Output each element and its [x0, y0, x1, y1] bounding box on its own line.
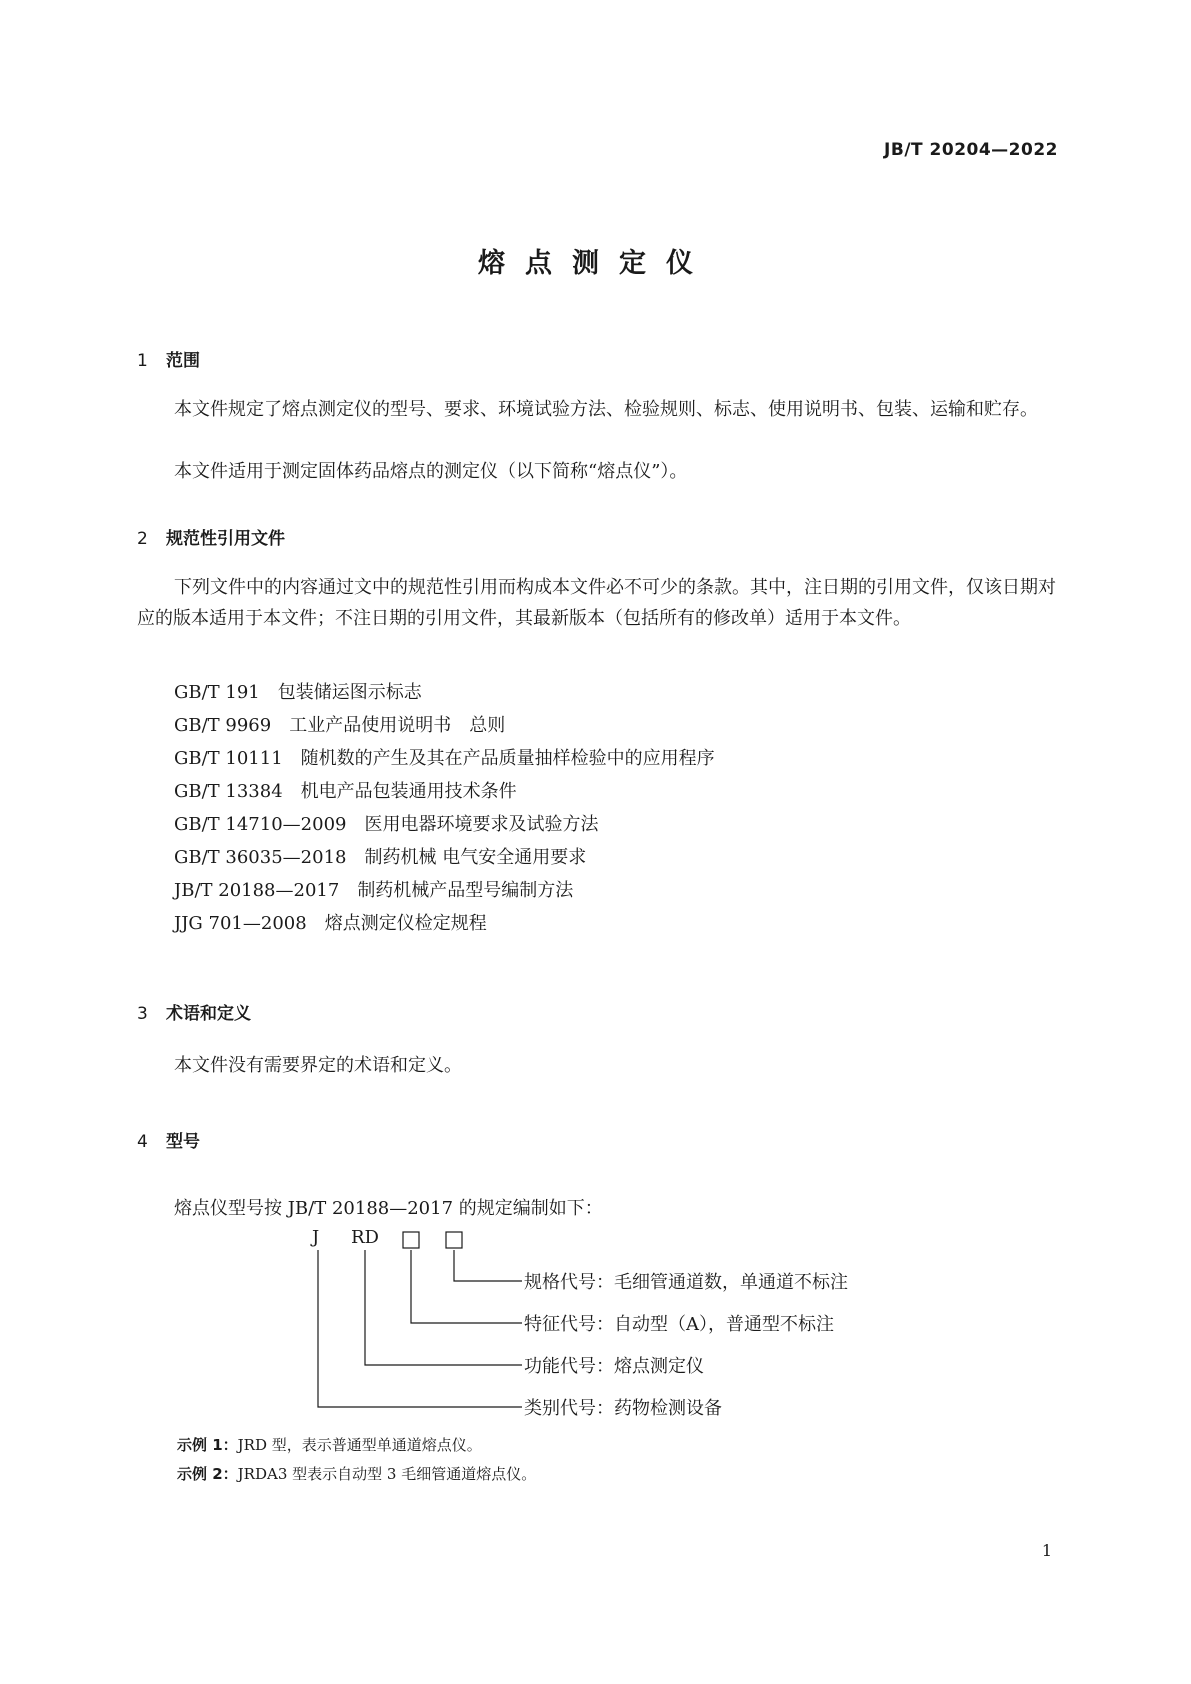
- reference-code: JJG 701—2008: [174, 913, 307, 934]
- section-2-paragraph-1: 下列文件中的内容通过文中的规范性引用而构成本文件必不可少的条款。其中，注日期的引用文件，仅该日期对应的版本适用于本文件；不注日期的引用文件，其最新版本（包括所有的修改单）适用于本文件。: [137, 577, 1056, 629]
- section-1-heading: [137, 346, 200, 371]
- reference-code: JB/T 20188—2017: [174, 880, 340, 901]
- reference-name: 医用电器环境要求及试验方法: [364, 814, 599, 835]
- reference-item: [174, 808, 715, 841]
- reference-code: GB/T 10111: [174, 748, 283, 769]
- model-code-diagram: [312, 1225, 952, 1425]
- document-title: 熔点测定仪: [478, 248, 713, 279]
- section-2-number: 2: [137, 529, 148, 549]
- example-2-label: 示例 2：: [177, 1465, 238, 1483]
- code-letters-rd: RD: [351, 1227, 379, 1248]
- example-2-text: JRDA3 型表示自动型 3 毛细管通道熔点仪。: [237, 1465, 537, 1483]
- section-1-paragraph-2: 本文件适用于测定固体药品熔点的测定仪（以下简称“熔点仪”）。: [174, 461, 688, 482]
- function-code-label: 功能代号：熔点测定仪: [524, 1356, 704, 1377]
- reference-code: GB/T 9969: [174, 715, 272, 736]
- section-1-paragraph-1: 本文件规定了熔点测定仪的型号、要求、环境试验方法、检验规则、标志、使用说明书、包装、运输和贮存。: [174, 399, 1038, 420]
- category-code-label: 类别代号：药物检测设备: [524, 1398, 722, 1419]
- category-connector: [318, 1250, 522, 1407]
- reference-name: 包装储运图示标志: [277, 682, 422, 703]
- section-4-title: 型号: [166, 1132, 200, 1152]
- spec-code-label: 规格代号：毛细管通道数，单通道不标注: [524, 1272, 848, 1293]
- reference-item: [174, 841, 715, 874]
- section-1-title: 范围: [166, 351, 200, 371]
- reference-code: GB/T 14710—2009: [174, 814, 347, 835]
- example-1: [177, 1434, 482, 1455]
- reference-item: [174, 676, 715, 709]
- section-4-heading: [137, 1127, 200, 1152]
- section-3-number: 3: [137, 1004, 148, 1024]
- feature-code-label: 特征代号：自动型（A），普通型不标注: [524, 1314, 834, 1335]
- spec-code-box: [446, 1232, 462, 1248]
- section-2-heading: [137, 524, 285, 549]
- feature-code-box: [403, 1232, 419, 1248]
- code-letter-j: J: [312, 1227, 320, 1248]
- standard-code: JB/T 20204—2022: [884, 140, 1058, 160]
- reference-code: GB/T 13384: [174, 781, 283, 802]
- example-1-label: 示例 1：: [177, 1436, 238, 1454]
- reference-item: [174, 709, 715, 742]
- reference-item: [174, 907, 715, 940]
- reference-name: 制药机械产品型号编制方法: [357, 880, 574, 901]
- reference-code: GB/T 191: [174, 682, 260, 703]
- section-3-title: 术语和定义: [166, 1004, 251, 1024]
- model-intro: 熔点仪型号按 JB/T 20188—2017 的规定编制如下：: [174, 1198, 603, 1219]
- reference-name: 制药机械 电气安全通用要求: [364, 847, 587, 868]
- section-2-title: 规范性引用文件: [166, 529, 285, 549]
- reference-name: 随机数的产生及其在产品质量抽样检验中的应用程序: [300, 748, 715, 769]
- normative-reference-list: [174, 676, 715, 940]
- section-1-number: 1: [137, 351, 148, 371]
- section-3-paragraph-1: 本文件没有需要界定的术语和定义。: [174, 1055, 462, 1076]
- example-2: [177, 1463, 536, 1484]
- section-4-number: 4: [137, 1132, 148, 1152]
- spec-connector: [454, 1250, 522, 1281]
- reference-item: [174, 775, 715, 808]
- section-3-heading: [137, 999, 251, 1024]
- page-number: 1: [1041, 1541, 1052, 1560]
- reference-item: [174, 742, 715, 775]
- feature-connector: [411, 1250, 522, 1323]
- function-connector: [365, 1250, 522, 1365]
- reference-name: 机电产品包装通用技术条件: [300, 781, 517, 802]
- example-1-text: JRD 型，表示普通型单通道熔点仪。: [237, 1436, 482, 1454]
- reference-code: GB/T 36035—2018: [174, 847, 347, 868]
- reference-name: 熔点测定仪检定规程: [324, 913, 487, 934]
- reference-item: [174, 874, 715, 907]
- reference-name: 工业产品使用说明书 总则: [289, 715, 506, 736]
